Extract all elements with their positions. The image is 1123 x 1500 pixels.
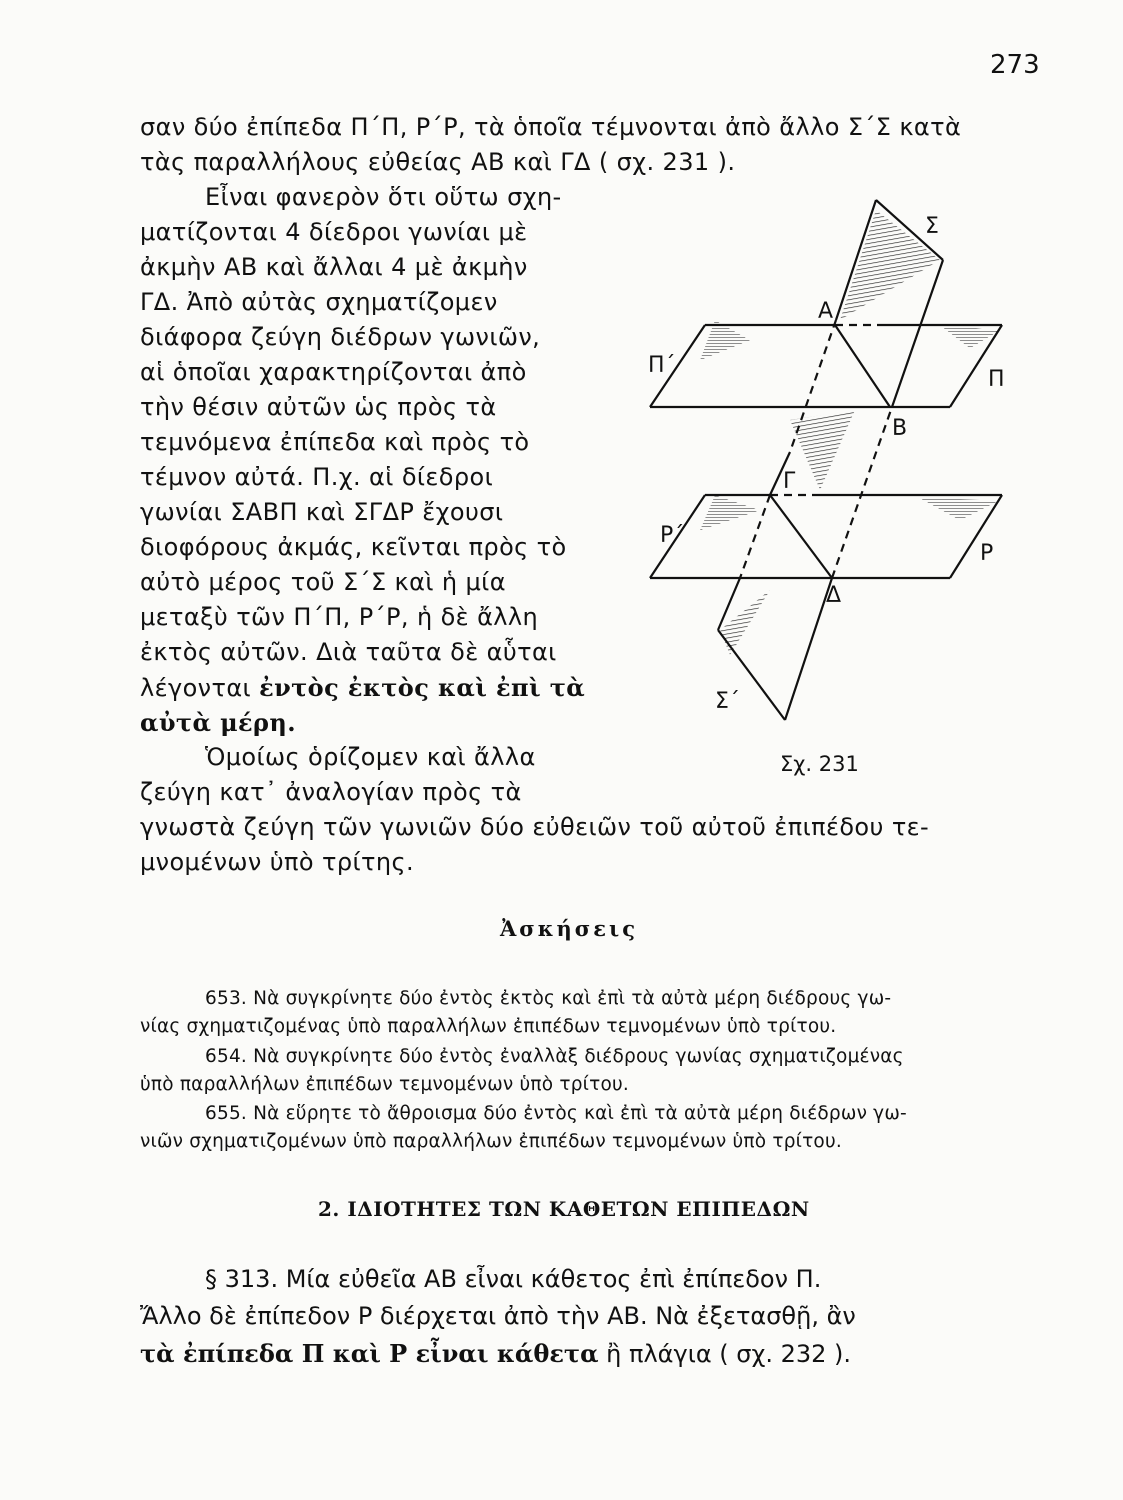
body-line: γνωστὰ ζεύγη τῶν γωνιῶν δύο εὐθειῶν τοῦ αὐτοῦ ἐπιπέδου τε- [140, 813, 930, 841]
hatch-region [940, 325, 1000, 348]
hatch-region [720, 590, 770, 655]
label-S-prime: Σ΄ [715, 689, 740, 714]
problem-line [140, 1339, 851, 1368]
problem-line: Ἄλλο δὲ ἐπίπεδον Ρ διέρχεται ἀπὸ τὴν ΑΒ. Νὰ ἐξετασθῇ, ἂν [140, 1302, 856, 1330]
label-G: Γ [783, 469, 796, 494]
edge-AB [835, 325, 890, 407]
emphasis-term: ἐντὸς ἐκτὸς καὶ ἐπὶ τὰ [259, 673, 586, 702]
col-line: ΓΔ. Ἀπὸ αὐτὰς σχηματίζομεν [140, 288, 498, 316]
problem-bold: τὰ ἐπίπεδα Π καὶ Ρ εἶναι κάθετα [140, 1339, 599, 1368]
label-P: Π [988, 367, 1005, 392]
hatch-region [700, 495, 760, 530]
plane-edge [785, 578, 832, 720]
problem-line: § 313. Μία εὐθεῖα ΑΒ εἶναι κάθετος ἐπὶ ἐπίπεδον Π. [205, 1265, 822, 1293]
col-line: ματίζονται 4 δίεδροι γωνίαι μὲ [140, 218, 528, 246]
label-B: Β [892, 416, 908, 441]
intro-line-2: τὰς παραλλήλους εὐθείας ΑΒ καὶ ΓΔ ( σχ. 231 ). [140, 148, 736, 176]
exercise-line: 654. Νὰ συγκρίνητε δύο ἐντὸς ἐναλλὰξ διέδρους γωνίας σχηματιζομένας [205, 1046, 904, 1067]
figure-caption: Σχ. 231 [780, 752, 859, 776]
col-line: τὴν θέσιν αὐτῶν ὡς πρὸς τὰ [140, 393, 497, 421]
col-line: διάφορα ζεύγη διέδρων γωνιῶν, [140, 323, 541, 351]
label-R: Ρ [980, 541, 994, 566]
col-line: γωνίαι ΣΑΒΠ καὶ ΣΓΔΡ ἔχουσι [140, 498, 504, 526]
label-P-prime: Π΄ [648, 353, 676, 378]
exercise-line: νίας σχηματιζομένας ὑπὸ παραλλήλων ἐπιπέδων τεμνομένων ὑπὸ τρίτου. [140, 1016, 837, 1037]
problem-rest: ἢ πλάγια ( σχ. 232 ). [598, 1340, 852, 1368]
col-line: τέμνον αὐτά. Π.χ. αἱ δίεδροι [140, 463, 494, 491]
exercise-line: νιῶν σχηματιζομένων ὑπὸ παραλλήλων ἐπιπέδων τεμνομένων ὑπὸ τρίτου. [140, 1131, 842, 1152]
col-line: Εἶναι φανερὸν ὅτι οὕτω σχη- [205, 183, 562, 211]
col-line: μεταξὺ τῶν Π΄Π, Ρ΄Ρ, ἡ δὲ ἄλλη [140, 603, 539, 631]
exercises-heading: Ἀσκήσεις [500, 916, 638, 941]
col-line: αὐτὸ μέρος τοῦ Σ΄Σ καὶ ἡ μία [140, 568, 506, 596]
exercise-line: 653. Νὰ συγκρίνητε δύο ἐντὸς ἐκτὸς καὶ ἐπὶ τὰ αὐτὰ μέρη διέδρους γω- [205, 988, 892, 1009]
body-line: μνομένων ὑπὸ τρίτης. [140, 848, 414, 876]
label-R-prime: Ρ΄ [660, 523, 685, 548]
col-line: διοφόρους ἀκμάς, κεῖνται πρὸς τὸ [140, 533, 567, 561]
col-line-emphasis [140, 673, 585, 702]
col-line: ἐκτὸς αὐτῶν. Διὰ ταῦτα δὲ αὗται [140, 638, 557, 666]
col-prefix: λέγονται [140, 674, 252, 702]
label-D: Δ [826, 583, 842, 608]
col-line: αἱ ὁποῖαι χαρακτηρίζονται ἀπὸ [140, 358, 527, 386]
label-A: Α [818, 299, 834, 324]
exercise-line: 655. Νὰ εὕρητε τὸ ἄθροισμα δύο ἐντὸς καὶ ἐπὶ τὰ αὐτὰ μέρη διέδρων γω- [205, 1103, 907, 1124]
page-number: 273 [990, 50, 1040, 80]
col-line: ἀκμὴν ΑΒ καὶ ἄλλαι 4 μὲ ἀκμὴν [140, 253, 528, 281]
col-line: Ὁμοίως ὁρίζομεν καὶ ἄλλα [205, 743, 536, 771]
figure-231 [640, 190, 1030, 750]
label-S: Σ [925, 214, 939, 239]
emphasis-term: αὐτὰ μέρη. [140, 708, 297, 737]
intro-line-1: σαν δύο ἐπίπεδα Π΄Π, Ρ΄Ρ, τὰ ὁποῖα τέμνονται ἀπὸ ἄλλο Σ΄Σ κατὰ [140, 113, 962, 141]
exercise-line: ὑπὸ παραλλήλων ἐπιπέδων τεμνομένων ὑπὸ τρίτου. [140, 1074, 629, 1095]
hatch-region [790, 410, 855, 490]
col-line: τεμνόμενα ἐπίπεδα καὶ πρὸς τὸ [140, 428, 530, 456]
col-line: ζεύγη κατ᾽ ἀναλογίαν πρὸς τὰ [140, 778, 522, 806]
edge-GD [770, 495, 832, 578]
section-title: 2. ΙΔΙΟΤΗΤΕΣ ΤΩΝ ΚΑΘΕΤΩΝ ΕΠΙΠΕΔΩΝ [318, 1197, 810, 1221]
